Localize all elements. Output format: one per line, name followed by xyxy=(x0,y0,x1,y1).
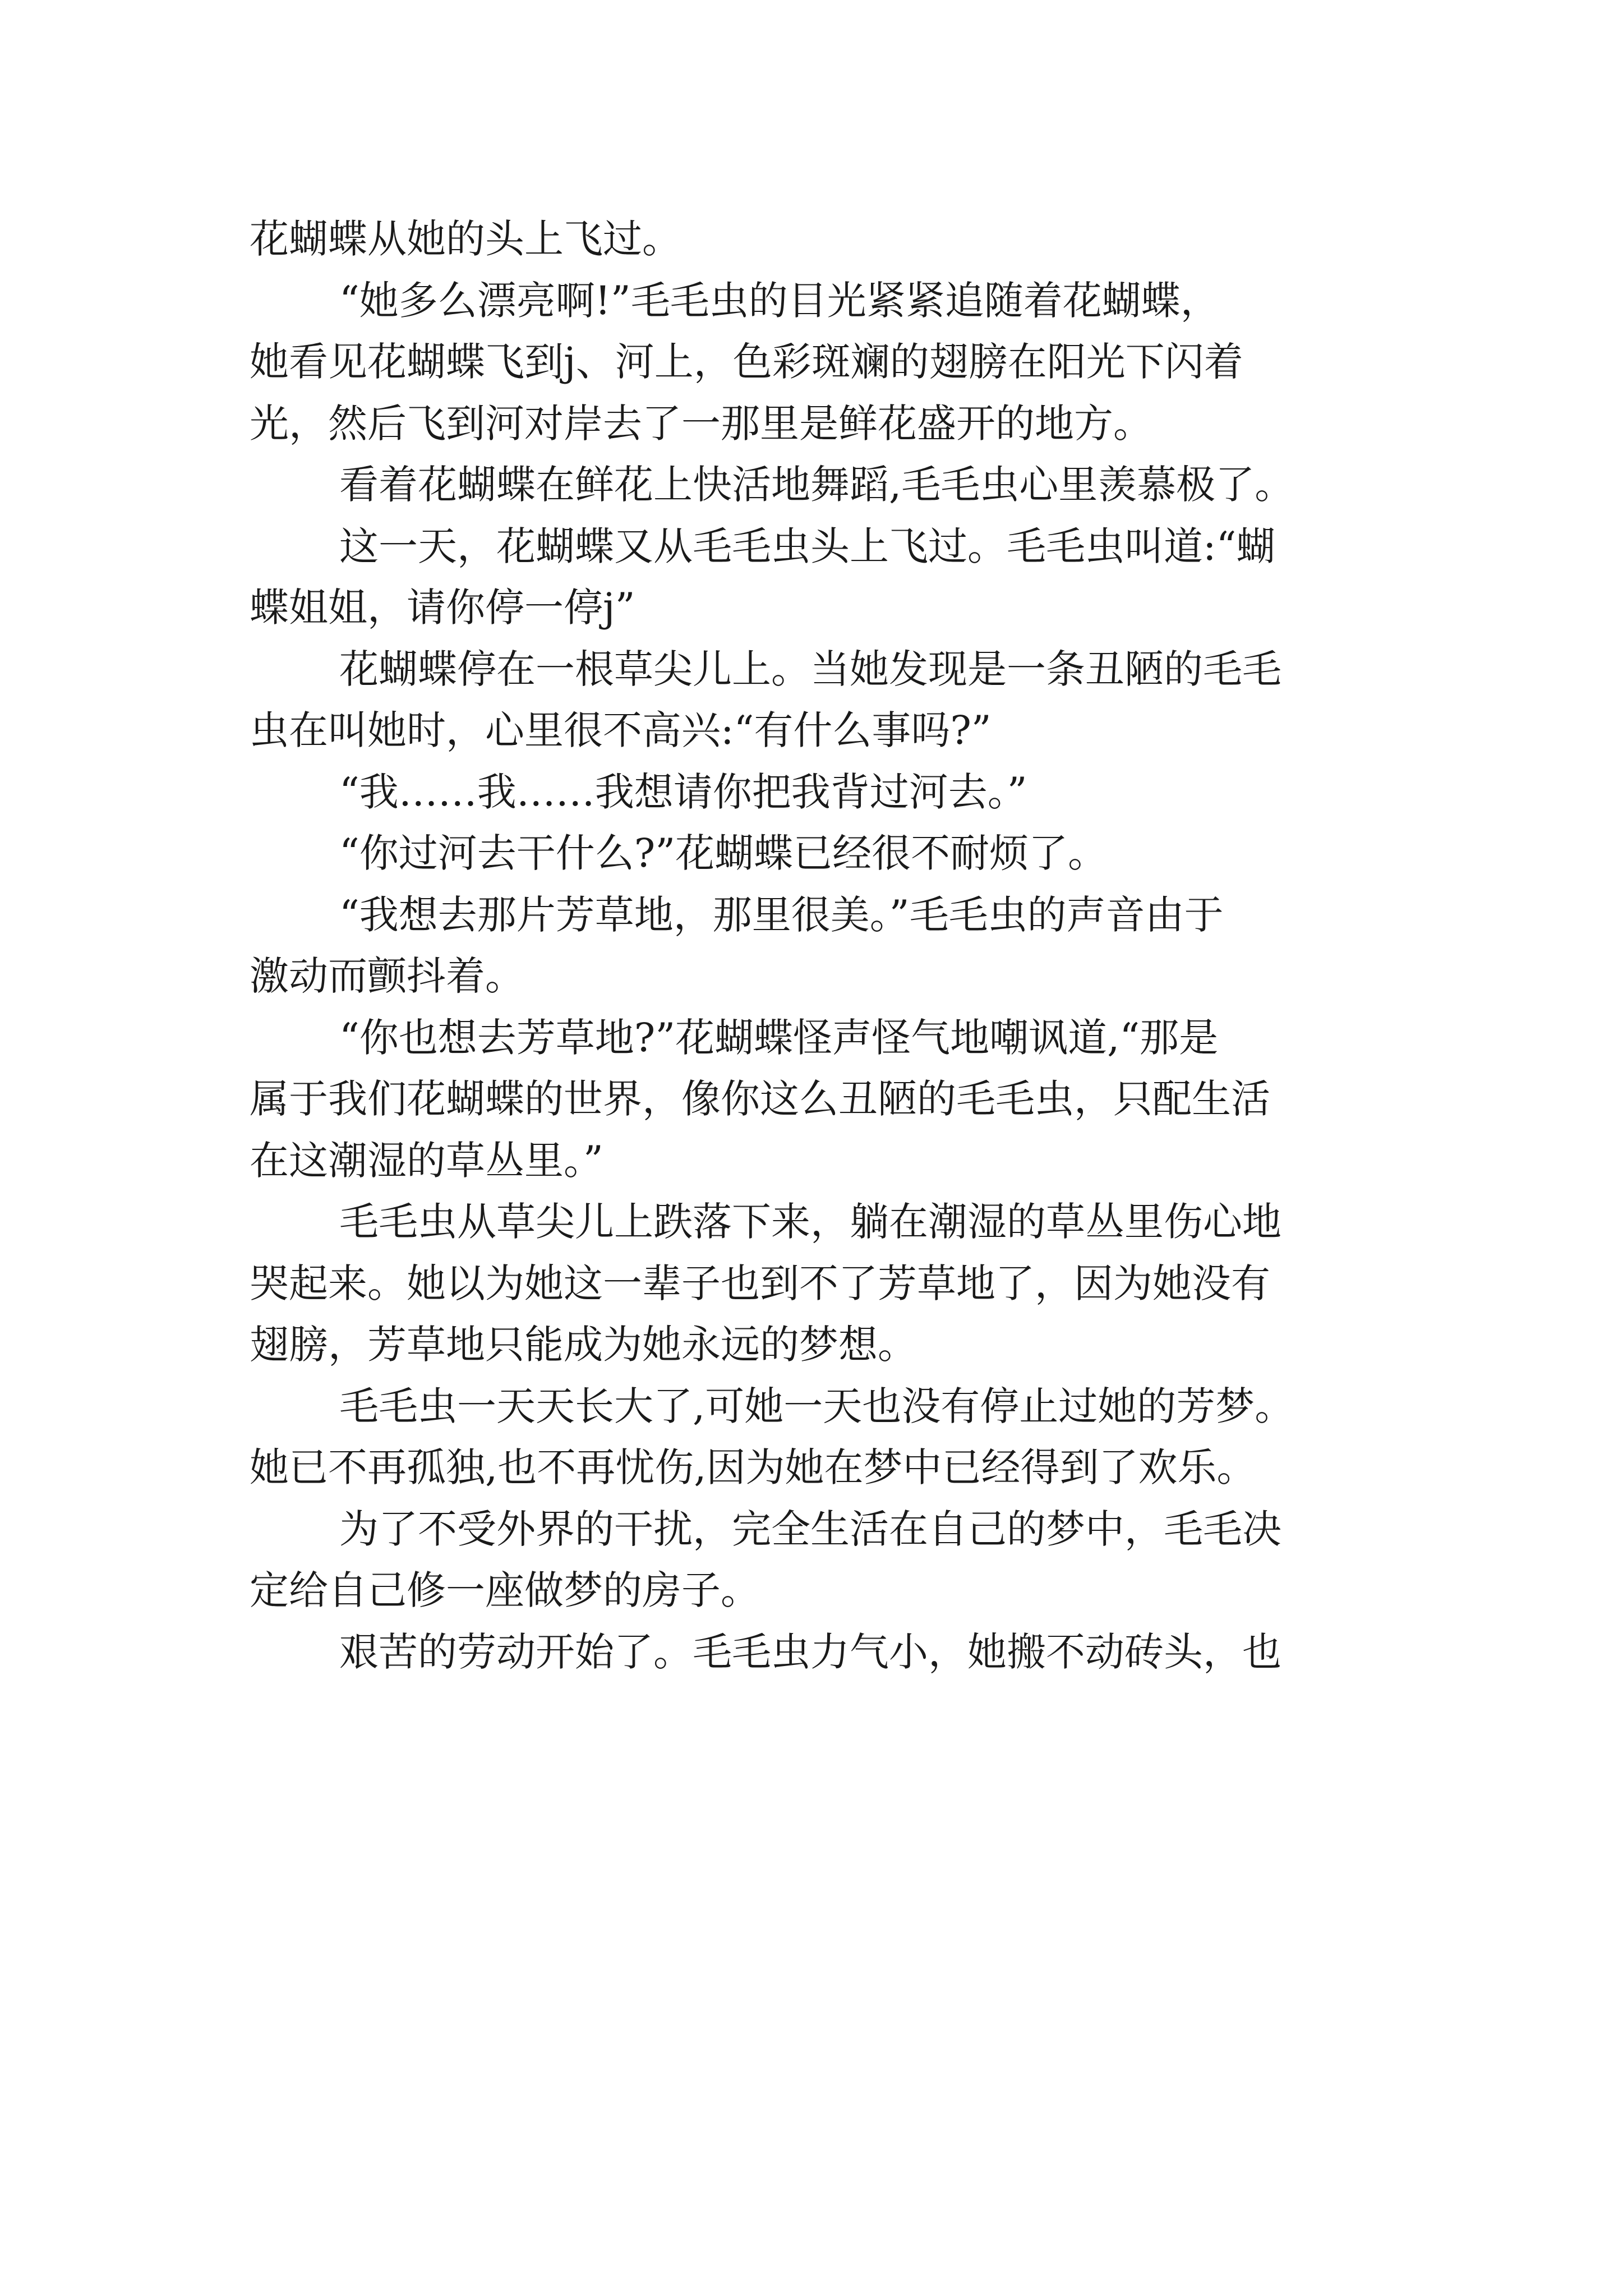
text-line: 哭起来。她以为她这一辈子也到不了芳草地了，因为她没有 xyxy=(250,1260,1270,1306)
text-line: “你过河去干什么?”花蝴蝶已经很不耐烦了。 xyxy=(339,830,1108,876)
text-line: 在这潮湿的草丛里。” xyxy=(250,1137,603,1184)
text-line: 光，然后飞到河对岸去了一那里是鲜花盛开的地方。 xyxy=(250,400,1152,447)
text-line: 虫在叫她时，心里很不高兴:“有什么事吗?” xyxy=(250,707,992,753)
text-line: 花蝴蝶从她的头上飞过。 xyxy=(250,216,681,262)
text-line: 翅膀，芳草地只能成为她永远的梦想。 xyxy=(250,1322,917,1368)
text-line: 毛毛虫从草尖儿上跌落下来，躺在潮湿的草丛里伤心地 xyxy=(339,1199,1281,1245)
text-line: 看着花蝴蝶在鲜花上快活地舞蹈,毛毛虫心里羡慕极了。 xyxy=(339,462,1294,508)
text-line: “你也想去芳草地?”花蝴蝶怪声怪气地嘲讽道,“那是 xyxy=(339,1014,1219,1061)
text-line: “我……我……我想请你把我背过河去。” xyxy=(339,769,1027,815)
text-line: “她多么漂亮啊!”毛毛虫的目光紧紧追随着花蝴蝶， xyxy=(339,277,1220,324)
text-line: 花蝴蝶停在一根草尖儿上。当她发现是一条丑陋的毛毛 xyxy=(339,646,1281,692)
text-line: 她看见花蝴蝶飞到j、河上，色彩斑斓的翅膀在阳光下闪着 xyxy=(250,339,1243,385)
text-line: 这一天，花蝴蝶又从毛毛虫头上飞过。毛毛虫叫道:“蝴 xyxy=(339,523,1276,569)
story-text xyxy=(250,209,1388,1683)
text-line: 艰苦的劳动开始了。毛毛虫力气小，她搬不动砖头，也 xyxy=(339,1628,1281,1675)
text-line: 属于我们花蝴蝶的世界，像你这么丑陋的毛毛虫，只配生活 xyxy=(250,1076,1270,1122)
text-line: 为了不受外界的干扰，完全生活在自己的梦中，毛毛决 xyxy=(339,1506,1281,1552)
text-line: 毛毛虫一天天长大了,可她一天也没有停止过她的芳梦。 xyxy=(339,1383,1294,1429)
text-line: 定给自己修一座做梦的房子。 xyxy=(250,1567,760,1613)
text-line: 激动而颤抖着。 xyxy=(250,953,524,999)
text-line: “我想去那片芳草地，那里很美。”毛毛虫的声音由于 xyxy=(339,891,1224,938)
text-line: 她已不再孤独,也不再忧伤,因为她在梦中已经得到了欢乐。 xyxy=(250,1444,1256,1490)
text-line: 蝶姐姐，请你停一停j” xyxy=(250,585,635,631)
